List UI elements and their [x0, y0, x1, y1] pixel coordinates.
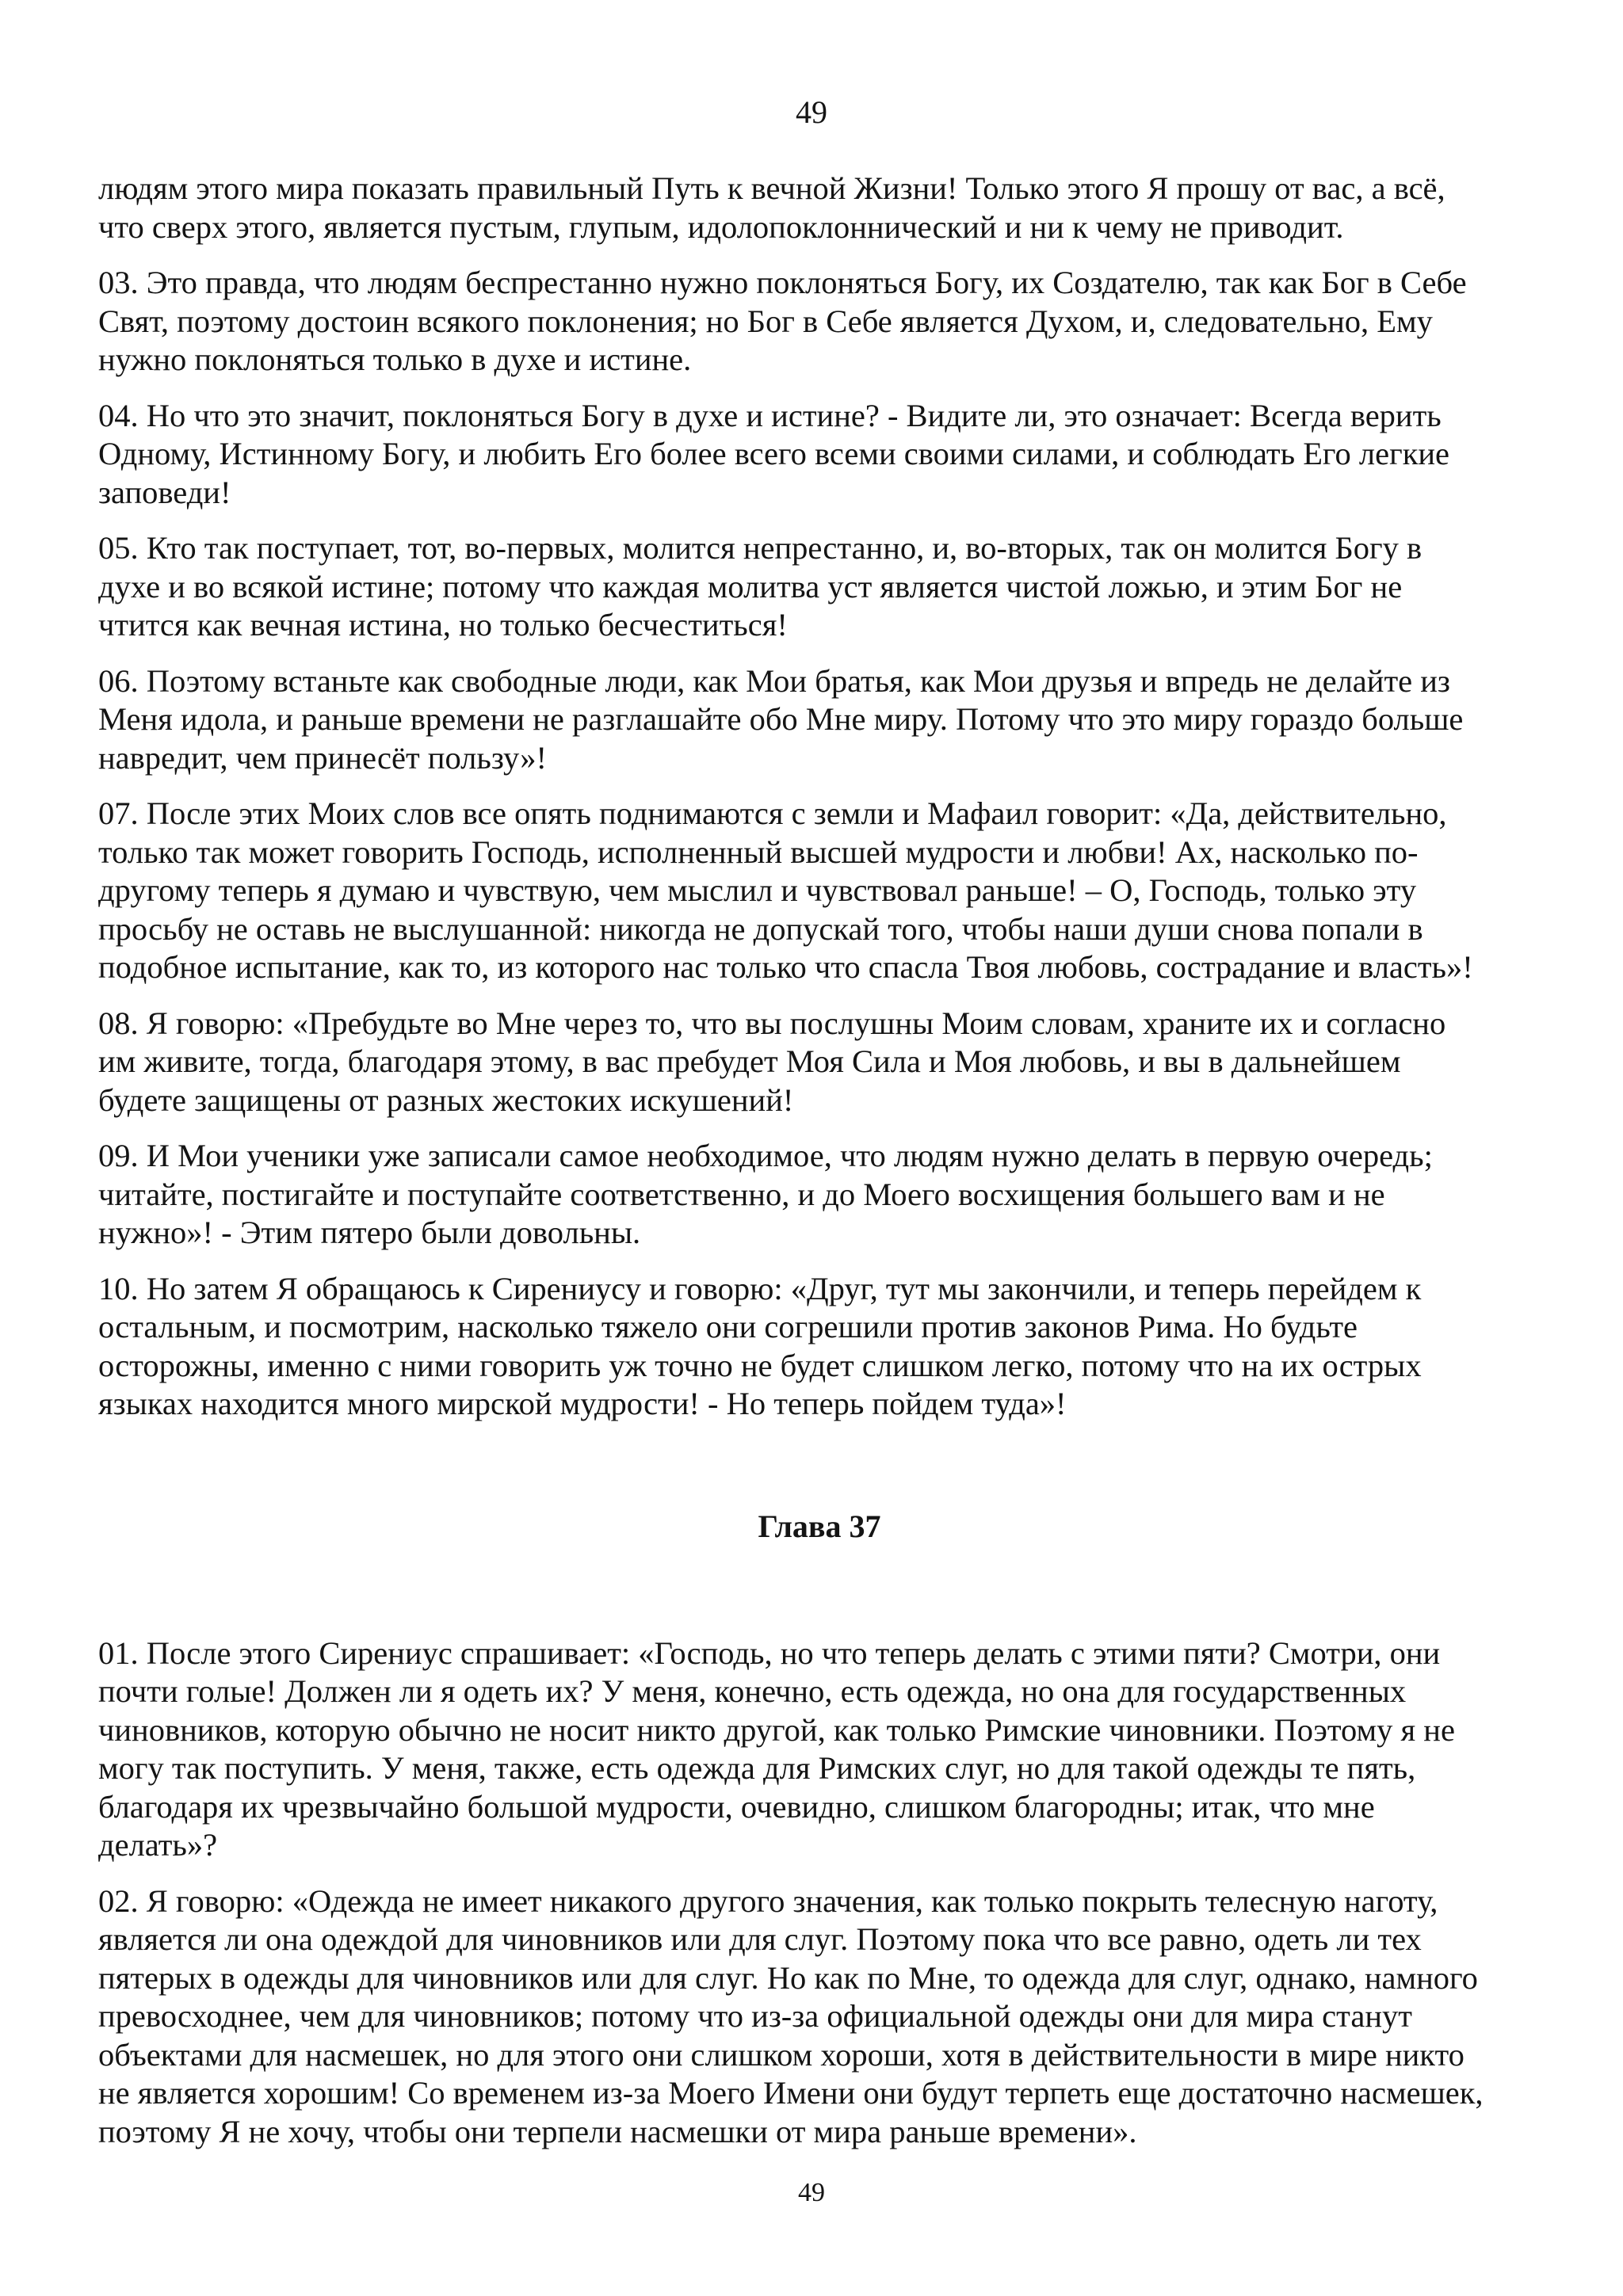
document-body — [98, 170, 1541, 2168]
paragraph-04: 04. Но что это значит, поклоняться Богу в духе и истине? - Видите ли, это означает: Всегда верить Одному, Истинному Богу, и любить Его более всего всеми своими силами, и соблюдать Его легкие заповеди! — [98, 397, 1450, 510]
paragraph-08: 08. Я говорю: «Пребудьте во Мне через то, что вы послушны Моим словам, храните их и согласно им живите, тогда, благодаря этому, в вас пребудет Моя Сила и Моя любовь, и вы в дальнейшем будете защищены от разных жестоких искушений! — [98, 1005, 1446, 1118]
chapter-paragraph-02: 02. Я говорю: «Одежда не имеет никакого другого значения, как только покрыть телесную наготу, является ли она одеждой для чиновников или для слуг. Поэтому пока что все равно, одеть ли тех пятерых в одежды для чиновников или для слуг. Но как по Мне, то одежда для слуг, однако, намного превосходнее, чем для чиновников; потому что из-за официальной одежды они для мира станут объектами для насмешек, но для этого они слишком хороши, хотя в действительности в мире никто не является хорошим! Со временем из-за Моего Имени они будут терпеть еще достаточно насмешек, поэтому Я не хочу, чтобы они терпели насмешки от мира раньше времени». — [98, 1882, 1484, 2149]
page-number-top: 49 — [796, 94, 827, 130]
paragraph-07: 07. После этих Моих слов все опять поднимаются с земли и Мафаил говорит: «Да, действительно, только так может говорить Господь, исполненный высшей мудрости и любви! Ах, насколько по- другому теперь я думаю и чувствую, чем мыслил и чувствовал раньше! – О, Господь, только эту просьбу не оставь не выслушанной: никогда не допускай того, чтобы наши души снова попали в подобное испытание, как то, из которого нас только что спасла Твоя любовь, сострадание и власть»! — [98, 795, 1473, 985]
paragraph-05: 05. Кто так поступает, тот, во-первых, молится непрестанно, и, во-вторых, так он молится Богу в духе и во всякой истине; потому что каждая молитва уст является чистой ложью, и этим Бог не чтится как вечная истина, но только бесчеститься! — [98, 530, 1423, 643]
paragraph-09: 09. И Мои ученики уже записали самое необходимое, что людям нужно делать в первую очередь; читайте, постигайте и поступайте соответственно, и до Моего восхищения большего вам и не нужно»! - Этим пятеро были довольны. — [98, 1138, 1433, 1250]
page-number-bottom: 49 — [798, 2178, 825, 2207]
chapter-paragraph-01: 01. После этого Сирениус спрашивает: «Господь, но что теперь делать с этими пяти? Смотри, они почти голые! Должен ли я одеть их? У меня, конечно, есть одежда, но она для государственных чиновников, которую обычно не носит никто другой, как только Римские чиновники. Поэтому я не могу так поступить. У меня, также, есть одежда для Римских слуг, но для такой одежды те пять, благодаря их чрезвычайно большой мудрости, очевидно, слишком благородны; итак, что мне делать»? — [98, 1634, 1455, 1863]
chapter-title: Глава 37 — [758, 1508, 881, 1544]
paragraph-10: 10. Но затем Я обращаюсь к Сирениусу и говорю: «Друг, тут мы закончили, и теперь перейдем к остальным, и посмотрим, насколько тяжело они согрешили против законов Рима. Но будьте осторожны, именно с ними говорить уж точно не будет слишком легко, потому что на их острых языках находится много мирской мудрости! - Но теперь пойдем туда»! — [98, 1270, 1422, 1421]
paragraph-03: 03. Это правда, что людям беспрестанно нужно поклоняться Богу, их Создателю, так как Бог в Себе Свят, поэтому достоин всякого поклонения; но Бог в Себе является Духом, и, следовательно, Ему нужно поклоняться только в духе и истине. — [98, 265, 1467, 377]
paragraph-continuation: людям этого мира показать правильный Путь к вечной Жизни! Только этого Я прошу от вас, а всё, что сверх этого, является пустым, глупым, идолопоклоннический и ни к чему не приводит. — [98, 170, 1445, 245]
paragraph-06: 06. Поэтому встаньте как свободные люди, как Мои братья, как Мои друзья и впредь не делайте из Меня идола, и раньше времени не разглашайте обо Мне миру. Потому что это миру гораздо больше навредит, чем принесёт пользу»! — [98, 662, 1464, 776]
